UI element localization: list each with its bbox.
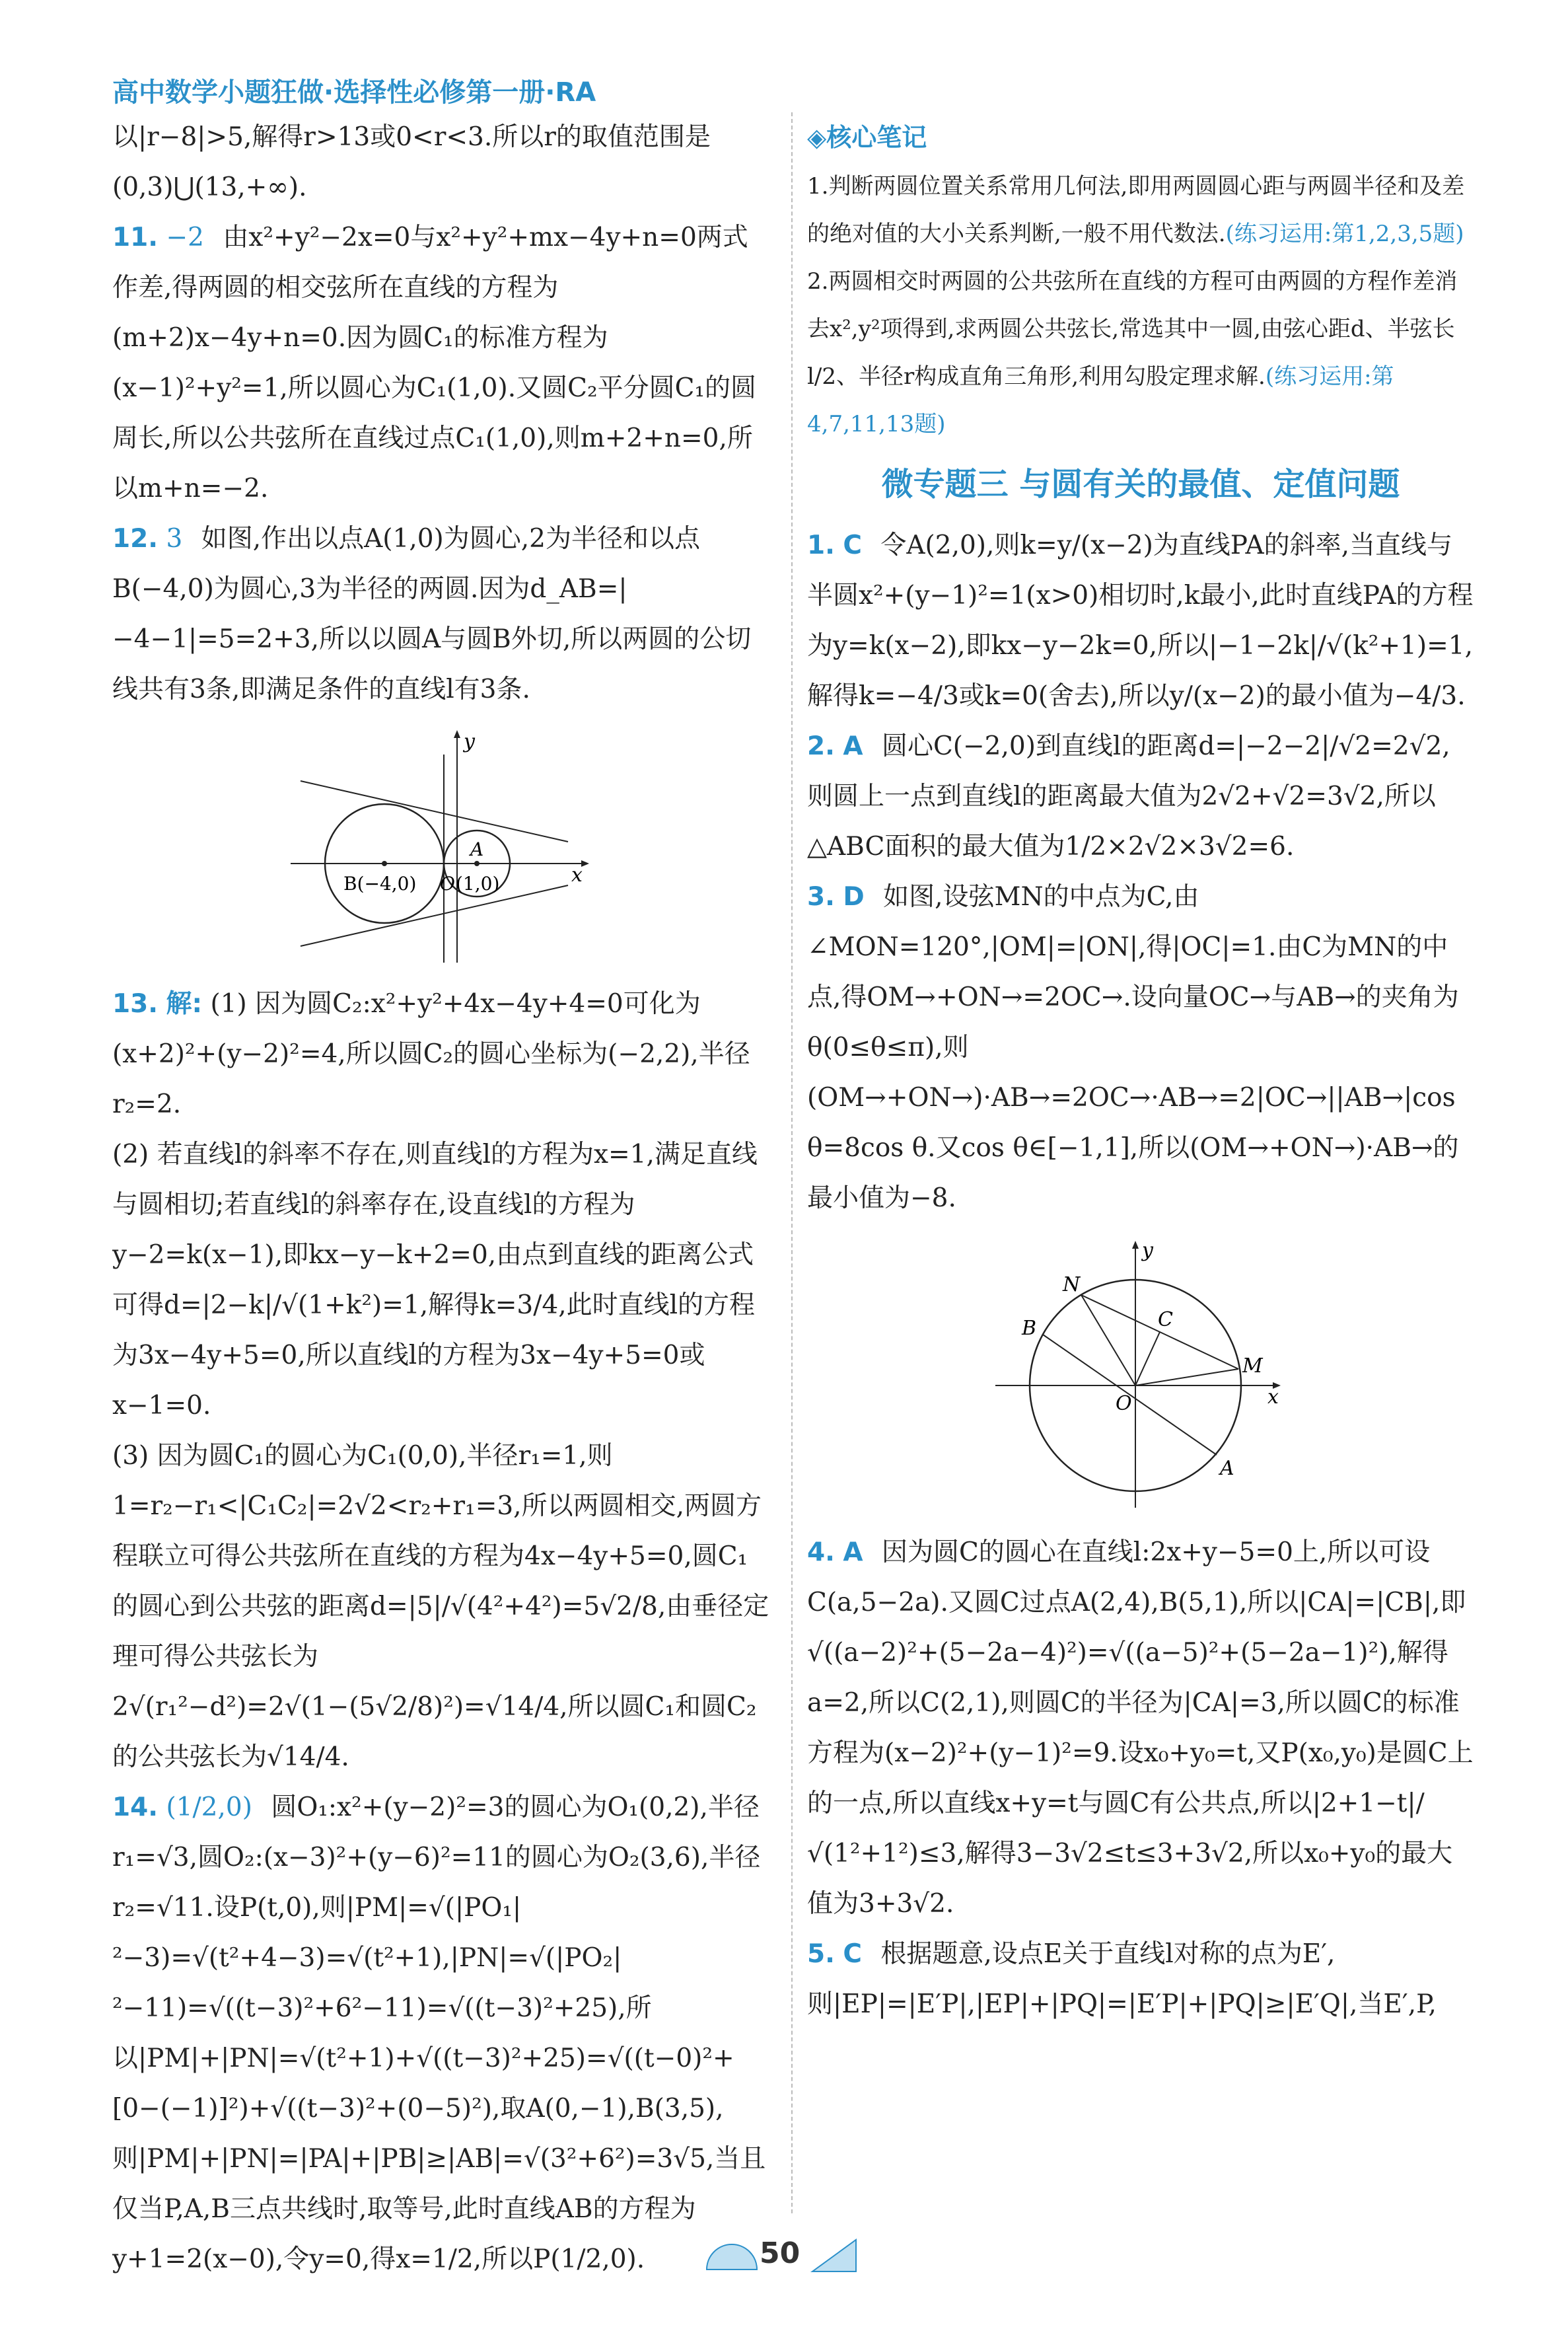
protractor-icon (707, 2244, 757, 2270)
left-column (112, 112, 773, 2285)
right-column (807, 112, 1474, 2030)
solution-text: 令A(2,0),则k=y/(x−2)为直线PA的斜率,当直线与半圆x²+(y−1)²=1(x>0)相切时,k最小,此时直线PA的方程为y=k(x−2),即kx−y−2k=0,所以|−1−2k|/√(k²+1)=1,解得k=−4/3或k=0(舍去),所以y/(x−2)的最小值为−4/3. (807, 531, 1474, 711)
running-header: 高中数学小题狂做·选择性必修第一册·RA (112, 77, 596, 108)
question-11 (112, 213, 773, 514)
question-number: 11. (112, 223, 159, 252)
solution-text: 因为圆C的圆心在直线l:2x+y−5=0上,所以可设C(a,5−2a).又圆C过点A(2,4),B(5,1),所以|CA|=|CB|,即√((a−2)²+(5−2a−4)²)=√((a−5)²+(5−2a−1)²),解得a=2,所以C(2,1),则圆C的半径为|CA|=3,所以圆C的标准方程为(x−2)²+(y−1)²=9.设x₀+y₀=t,又P(x₀,y₀)是圆C上的一点,所以直线x+y=t与圆C有公共点,所以|2+1−t|/√(1²+1²)≤3,解得3−3√2≤t≤3+3√2,所以x₀+y₀的最大值为3+3√2. (807, 1537, 1474, 1919)
question-number: 1. (807, 531, 835, 560)
column-divider (791, 112, 794, 2213)
radius-on (1081, 1295, 1135, 1385)
y-label: y (464, 730, 475, 753)
solution-text: 由x²+y²−2x=0与x²+y²+mx−4y+n=0两式作差,得两圆的相交弦所在直线的方程为(m+2)x−4y+n=0.因为圆C₁的标准方程为(x−1)²+y²=1,所以圆心为C₁(1,0).又圆C₂平分圆C₁的圆周长,所以公共弦所在直线过点C₁(1,0),则m+2+n=0,所以m+n=−2. (112, 223, 757, 503)
ruler-icon (812, 2240, 856, 2271)
label-o: O (1116, 1392, 1132, 1415)
core-notes-title: ◈核心笔记 (807, 123, 927, 152)
point-b (382, 861, 387, 866)
solution-part-3: (3) 因为圆C₁的圆心为C₁(0,0),半径r₁=1,则1=r₂−r₁<|C₁C₂|=2√2<r₂+r₁=3,所以两圆相交,两圆方程联立可得公共弦所在直线的方程为4x−4y+5=0,圆C₁的圆心到公共弦的距离d=|5|/√(4²+4²)=5√2/8,由垂径定理可得公共弦长为2√(r₁²−d²)=2√(1−(5√2/8)²)=√14/4,所以圆C₁和圆C₂的公共弦长为√14/4. (112, 1441, 769, 1772)
question-2 (807, 721, 1474, 872)
question-5 (807, 1929, 1474, 2030)
question-12 (112, 514, 773, 715)
radius-om (1135, 1369, 1238, 1385)
label-b: B (1022, 1317, 1037, 1340)
question-number: 12. (112, 524, 159, 554)
label-b: B(−4,0) (343, 873, 417, 895)
two-circles-figure (291, 728, 594, 966)
question-number: 4. (807, 1537, 835, 1567)
label-m: M (1242, 1354, 1263, 1378)
answer: A (843, 1537, 863, 1567)
answer: C (843, 1939, 862, 1969)
question-number: 5. (807, 1939, 835, 1969)
label-n: N (1063, 1273, 1081, 1296)
answer: D (843, 882, 865, 912)
solution-text: 圆O₁:x²+(y−2)²=3的圆心为O₁(0,2),半径r₁=√3,圆O₂:(x−3)²+(y−6)²=11的圆心为O₂(3,6),半径r₂=√11.设P(t,0),则|PM|=√(|PO₁|²−3)=√(t²+4−3)=√(t²+1),|PN|=√(|PO₂|²−11)=√((t−3)²+6²−11)=√((t−3)²+25),所以|PM|+|PN|=√(t²+1)+√((t−3)²+25)=√((t−0)²+[0−(−1)]²)+√((t−3)²+(0−5)²),取A(0,−1),B(3,5),则|PM|+|PN|=|PA|+|PB|≥|AB|=√(3²+6²)=3√5,当且仅当P,A,B三点共线时,取等号,此时直线AB的方程为y+1=2(x−0),令y=0,得x=1/2,所以P(1/2,0). (112, 1792, 766, 2274)
answer: 3 (166, 524, 183, 554)
answer: −2 (166, 223, 204, 252)
practice-ref: (练习运用:第4,7,11,13题) (807, 363, 1394, 437)
solution-part-2: (2) 若直线l的斜率不存在,则直线l的方程为x=1,满足直线与圆相切;若直线l的斜率存在,设直线l的方程为y−2=k(x−1),即kx−y−k+2=0,由点到直线的距离公式可得d=|2−k|/√(1+k²)=1,解得k=3/4,此时直线l的方程为3x−4y+5=0,所以直线l的方程为3x−4y+5=0或x−1=0. (112, 1140, 758, 1421)
solution-part-1: (1) 因为圆C₂:x²+y²+4x−4y+4=0可化为(x+2)²+(y−2)²=4,所以圆C₂的圆心坐标为(−2,2),半径r₂=2. (112, 989, 750, 1119)
x-label: x (571, 864, 583, 887)
question-1 (807, 521, 1474, 721)
question-4 (807, 1528, 1474, 1929)
label-a: A (1220, 1457, 1234, 1480)
core-note-2: 2.两圆相交时两圆的公共弦所在直线的方程可由两圆的方程作差消去x²,y²项得到,求两圆公共弦长,常选其中一圆,由弦心距d、半弦长l/2、半径r构成直角三角形,利用勾股定理求解.(练习运用:第4,7,11,13题) (807, 268, 1458, 437)
question-13 (112, 979, 773, 1783)
x-label: x (1267, 1385, 1279, 1409)
y-arrow (1132, 1241, 1139, 1249)
solution-text: 圆心C(−2,0)到直线l的距离d=|−2−2|/√2=2√2,则圆上一点到直线l的距离最大值为2√2+√2=3√2,所以△ABC面积的最大值为1/2×2√2×3√2=6. (807, 731, 1450, 862)
solution-text: 如图,作出以点A(1,0)为圆心,2为半径和以点B(−4,0)为圆心,3为半径的两圆.因为d_AB=|−4−1|=5=2+3,所以以圆A与圆B外切,所以两圆的公切线共有3条,即满足条件的直线l有3条. (112, 524, 752, 704)
question-number: 3. (807, 882, 835, 912)
answer: (1/2,0) (166, 1792, 252, 1822)
answer: A (843, 731, 863, 761)
question-3 (807, 872, 1474, 1224)
y-label: y (1142, 1239, 1153, 1262)
question-number: 2. (807, 731, 835, 761)
solution-text: 根据题意,设点E关于直线l对称的点为E′,则|EP|=|E′P|,|EP|+|PQ|=|E′P|+|PQ|≥|E′Q|,当E′,P, (807, 1939, 1437, 2019)
question-number: 14. (112, 1792, 159, 1822)
answer: C (843, 531, 862, 560)
label-c: C (1158, 1308, 1173, 1331)
question-14 (112, 1783, 773, 2285)
segment-oc (1135, 1332, 1160, 1385)
answer: 解: (166, 989, 203, 1019)
continued-paragraph: 以|r−8|>5,解得r>13或0<r<3.所以r的取值范围是(0,3)⋃(13,+∞). (112, 122, 711, 202)
topic-title: 微专题三 与圆有关的最值、定值问题 (881, 466, 1400, 503)
practice-ref: (练习运用:第1,2,3,5题) (1225, 221, 1464, 247)
label-o: O (440, 873, 455, 895)
circle-chord-figure (989, 1237, 1293, 1514)
question-number: 13. (112, 989, 159, 1019)
core-note-1: 1.判断两圆位置关系常用几何法,即用两圆圆心距与两圆半径和及差的绝对值的大小关系判断,一般不用代数法.(练习运用:第1,2,3,5题) (807, 173, 1465, 247)
label-a-coord: (1,0) (456, 873, 500, 895)
label-a: A (470, 838, 484, 860)
point-a (474, 861, 480, 866)
page-number: 50 (760, 2236, 801, 2270)
y-arrow (454, 730, 460, 738)
solution-text: 如图,设弦MN的中点为C,由∠MON=120°,|OM|=|ON|,得|OC|=1.由C为MN的中点,得OM→+ON→=2OC→.设向量OC→与AB→的夹角为θ(0≤θ≤π),则(OM→+ON→)·AB→=2OC→·AB→=2|OC→||AB→|cos θ=8cos θ.又cos θ∈[−1,1],所以(OM→+ON→)·AB→的最小值为−8. (807, 882, 1459, 1213)
